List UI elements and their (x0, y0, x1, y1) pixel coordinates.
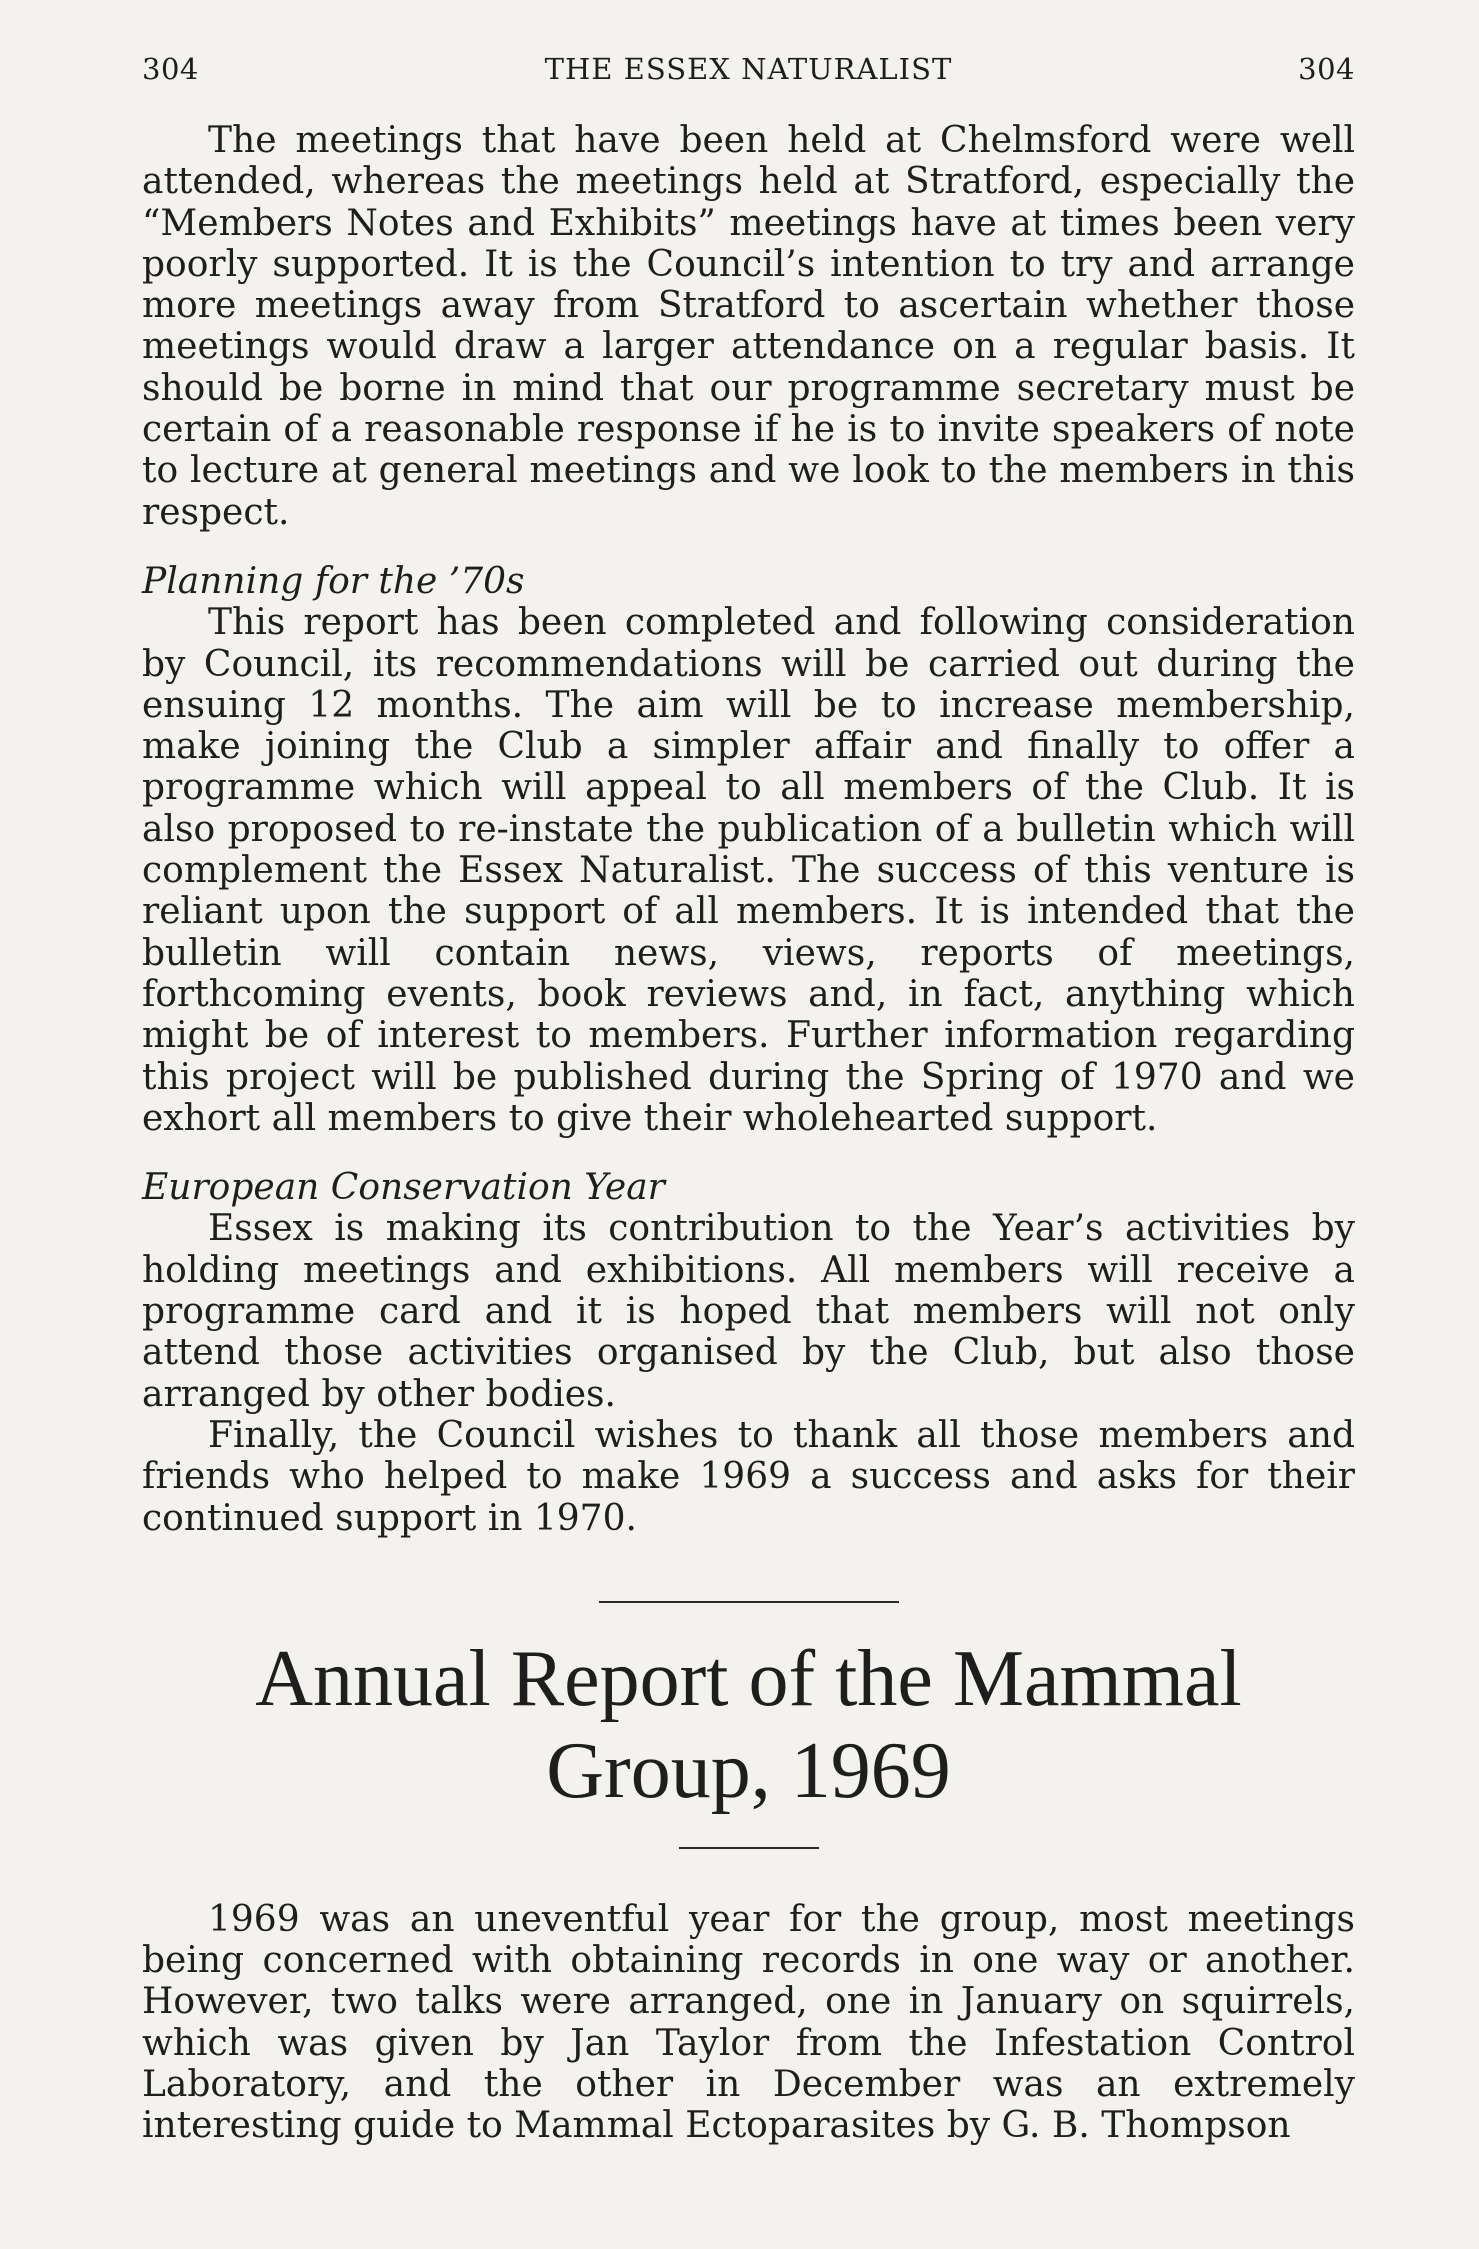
closing-paragraph: Finally, the Council wishes to thank all those members and friends who helped to make 1969 a success and asks for their continued support in 1970. (142, 1414, 1355, 1539)
report-title-line-2: Group, 1969 (546, 1726, 951, 1815)
section-heading-planning: Planning for the ’70s (142, 560, 525, 602)
conservation-paragraph: Essex is making its contribution to the Year’s activities by holding meetings and exhibitions. All members will receive a programme card and it is hoped that members will not only attend those activities organised by the Club, but also those arranged by other bodies. (142, 1208, 1355, 1415)
intro-paragraph: The meetings that have been held at Chelmsford were well attended, whereas the meetings held at Stratford, especially the “Members Notes and Exhibits” meetings have at times been very poorly supported. It is the Council’s intention to try and arrange more meetings away from Stratford to ascertain whether those meetings would draw a larger attendance on a regular basis. It should be borne in mind that our programme secretary must be certain of a reasonable response if he is to invite speakers of note to lecture at general meetings and we look to the members in this respect. (142, 120, 1355, 533)
running-header (142, 52, 1355, 86)
report-body-paragraph: 1969 was an uneventful year for the group, most meetings being concerned with obtaining records in one way or another. However, two talks were arranged, one in January on squirrels, which was given by Jan Taylor from the Infestation Control Laboratory, and the other in December was an extremely interesting guide to Mammal Ectoparasites by G. B. Thompson (142, 1898, 1355, 2147)
section-divider (599, 1601, 899, 1603)
title-underline (679, 1847, 819, 1849)
page-number-right: 304 (1298, 52, 1355, 86)
report-title-line-1: Annual Report of the Mammal (255, 1634, 1242, 1723)
journal-title: THE ESSEX NATURALIST (544, 52, 953, 86)
page-number-left: 304 (142, 52, 199, 86)
section-heading-conservation: European Conservation Year (142, 1167, 665, 1209)
report-title (142, 1633, 1355, 1817)
planning-paragraph: This report has been completed and following consideration by Council, its recommendations will be carried out during the ensuing 12 months. The aim will be to increase membership, make joining the Club a simpler affair and finally to offer a programme which will appeal to all members of the Club. It is also proposed to re-instate the publication of a bulletin which will complement the Essex Naturalist. The success of this venture is reliant upon the support of all members. It is intended that the bulletin will contain news, views, reports of meetings, forthcoming events, book reviews and, in fact, anything which might be of interest to members. Further information regarding this project will be published during the Spring of 1970 and we exhort all members to give their wholehearted support. (142, 602, 1355, 1139)
